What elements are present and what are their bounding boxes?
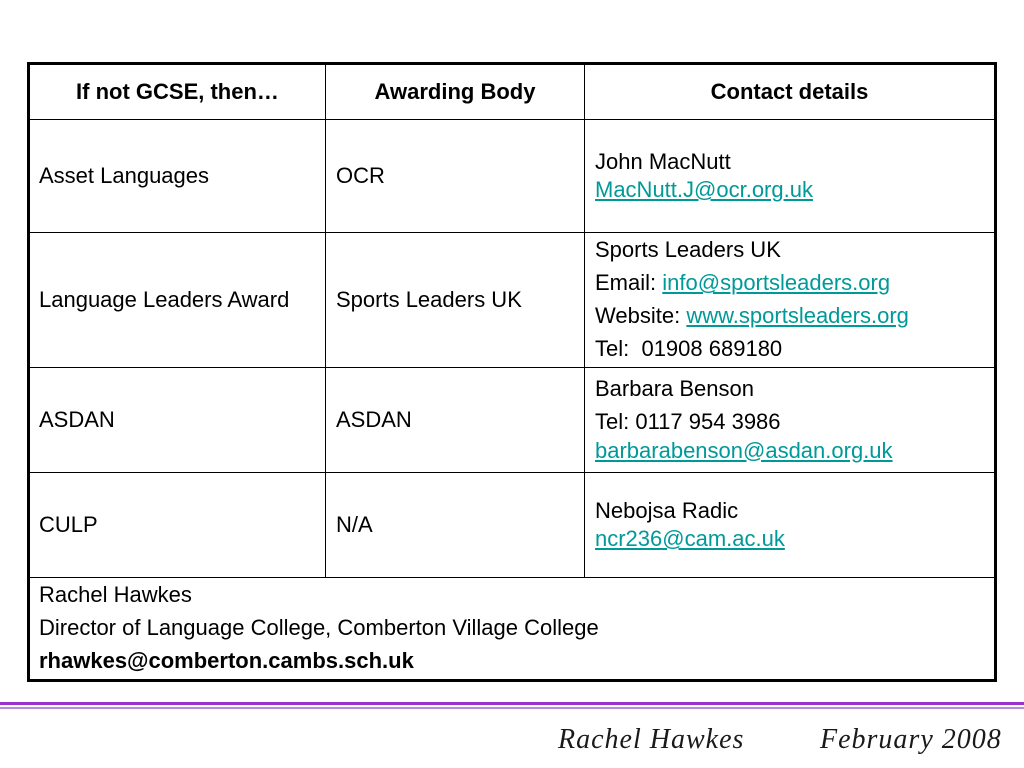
summary-role: Director of Language College, Comberton Village College [39, 615, 599, 641]
contact-cell [585, 120, 994, 233]
contact-cell [585, 368, 994, 473]
footer-author: Rachel Hawkes [558, 724, 745, 755]
contact-paragraph [595, 302, 986, 331]
contact-paragraph [595, 148, 986, 205]
contact-email-line [595, 525, 986, 554]
contact-paragraph [595, 236, 986, 265]
contact-email-line [595, 176, 986, 205]
contact-cell [585, 233, 994, 368]
contact-name: Nebojsa Radic [595, 497, 739, 523]
contact-paragraph [595, 269, 986, 298]
awarding-body-cell: OCR [326, 120, 585, 233]
summary-paragraph [39, 581, 986, 610]
contacts-table [27, 62, 997, 682]
summary-email: rhawkes@comberton.cambs.sch.uk [39, 648, 414, 674]
contact-tel: Tel: 0117 954 3986 [595, 409, 781, 434]
column-header-qualification: If not GCSE, then… [30, 65, 326, 120]
contact-email-link[interactable]: MacNutt.J@ocr.org.uk [595, 177, 813, 202]
awarding-body-cell: Sports Leaders UK [326, 233, 585, 368]
contact-name: Barbara Benson [595, 376, 754, 401]
summary-paragraph [39, 614, 986, 643]
column-header-contact-details: Contact details [585, 65, 994, 120]
contact-paragraph [595, 408, 986, 465]
footer-date: February 2008 [820, 724, 1002, 755]
awarding-body-cell: ASDAN [326, 368, 585, 473]
summary-name: Rachel Hawkes [39, 582, 192, 608]
contact-paragraph [595, 497, 986, 554]
contact-website-line [595, 302, 986, 331]
email-label: Email: [595, 270, 657, 296]
contact-email-link[interactable]: info@sportsleaders.org [662, 270, 891, 296]
contact-tel: Tel: 01908 689180 [595, 336, 783, 362]
contact-paragraph [595, 375, 986, 404]
footer-rule-secondary [0, 707, 1024, 709]
footer-rule [0, 702, 1024, 705]
qualification-cell: ASDAN [30, 368, 326, 473]
summary-paragraph [39, 647, 986, 676]
awarding-body-cell: N/A [326, 473, 585, 578]
column-header-awarding-body: Awarding Body [326, 65, 585, 120]
contact-email-link[interactable]: barbarabenson@asdan.org.uk [595, 437, 893, 463]
qualification-cell: Asset Languages [30, 120, 326, 233]
qualification-cell: Language Leaders Award [30, 233, 326, 368]
qualification-cell: CULP [30, 473, 326, 578]
contact-email-line [595, 437, 986, 466]
contact-paragraph [595, 335, 986, 364]
contact-email-link[interactable]: ncr236@cam.ac.uk [595, 526, 785, 551]
contact-cell [585, 473, 994, 578]
contact-name: Sports Leaders UK [595, 237, 781, 263]
contact-website-link[interactable]: www.sportsleaders.org [686, 303, 909, 329]
contact-name: John MacNutt [595, 148, 731, 174]
summary-cell [30, 578, 994, 679]
contact-email-line [595, 269, 986, 298]
website-label: Website: [595, 303, 681, 329]
